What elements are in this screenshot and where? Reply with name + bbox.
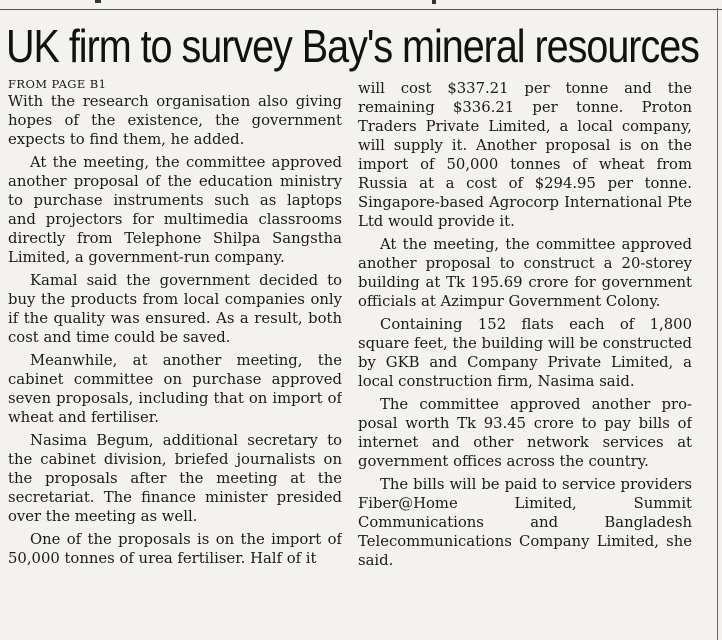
previous-page-fragment-mark (95, 0, 101, 3)
top-edge-strip (0, 0, 722, 10)
paragraph: One of the proposals is on the import of 50,000 tonnes of urea fertiliser. Half of it (8, 531, 342, 567)
left-column (8, 76, 342, 636)
headline: UK firm to survey Bay's mineral resources (6, 20, 699, 72)
paragraph: The committee approved another proposal worth Tk 93.45 crore to pay bills of internet and other network services at government offices across the country. (358, 396, 692, 470)
paragraph: will cost $337.21 per tonne and the remaining $336.21 per tonne. Proton Traders Private Limited, a local company, will supply it. Another proposal is on the import of 50,000 tonnes of wheat from Russia at a cost of $294.95 per tonne. Singapore-based Agrocorp International Pte Ltd would provide it. (358, 80, 692, 230)
paragraph: The bills will be paid to service providers Fiber@Home Limited, Summit Communications and Bangladesh Telecommunications Company Limited, she said. (358, 476, 692, 569)
paragraph: Meanwhile, at another meeting, the cabinet committee on purchase approved seven proposals, including that on import of wheat and fertiliser. (8, 352, 342, 426)
article-body (8, 76, 700, 636)
paragraph: At the meeting, the committee approved another proposal of the education ministry to purchase instruments such as laptops and projectors for multimedia classrooms directly from Telephone Shilpa Sangstha Limited, a government-run company. (8, 154, 342, 266)
paragraph: At the meeting, the committee approved another proposal to construct a 20-storey building at Tk 195.69 crore for government officials at Azimpur Government Colony. (358, 236, 692, 310)
right-edge-rule (717, 8, 718, 640)
previous-page-fragment-mark (432, 0, 436, 4)
continuation-kicker: FROM PAGE B1 (8, 77, 107, 91)
paragraph: Kamal said the government decided to buy the products from local companies only if the quality was ensured. As a result, both cost and time could be saved. (8, 272, 342, 346)
paragraph: Nasima Begum, additional secretary to the cabinet division, briefed journalists on the proposals after the meeting at the secretariat. The finance minister presided over the meeting as well. (8, 432, 342, 525)
right-column (358, 79, 692, 639)
paragraph: Containing 152 flats each of 1,800 square feet, the building will be constructed by GKB and Company Private Limited, a local construction firm, Nasima said. (358, 316, 692, 390)
paragraph: With the research organisation also giving hopes of the existence, the government expects to find them, he added. (8, 93, 342, 148)
